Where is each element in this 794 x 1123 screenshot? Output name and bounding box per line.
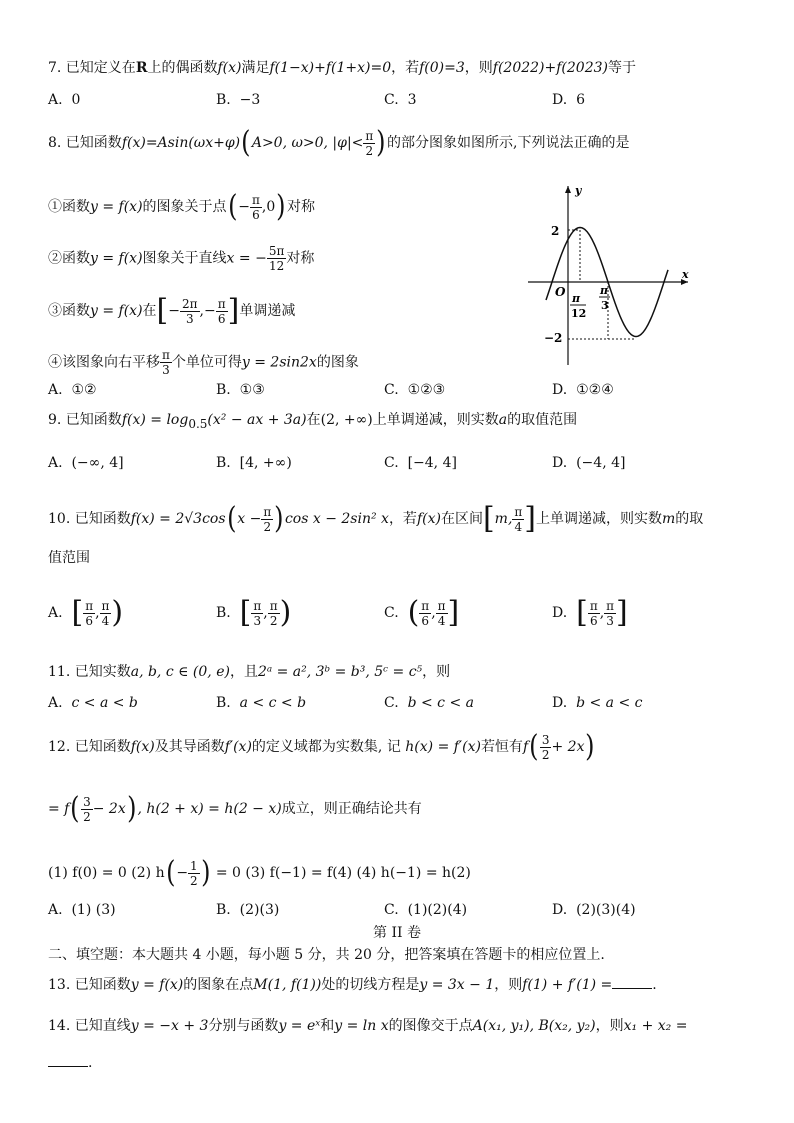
- q12-conclusions: (1) f(0) = 0 (2) h(− $\frac{1}{2}$ ) = 0 (3) f(−1) = f(4) (4) h(−1) = h(2): [48, 855, 471, 890]
- q8-statement-1: ①函数y = f(x)的图象关于点(− $\frac{\pi}{6}$ ,0)对称: [48, 189, 315, 224]
- q7-option-d[interactable]: D. 6: [552, 92, 586, 108]
- q10-option-b[interactable]: B. [ $\frac{\pi}{3}$ , $\frac{\pi}{2}$ ): [216, 595, 292, 630]
- x-tick-1-den: 12: [571, 307, 587, 320]
- q8-statement-4: ④该图象向右平移 $\frac{\pi}{3}$ 个单位可得y = 2sin2x的图象: [48, 348, 359, 377]
- q8-sine-graph: [518, 180, 698, 370]
- q10-option-d[interactable]: D. [ $\frac{\pi}{6}$ , $\frac{\pi}{3}$ ]: [552, 595, 628, 630]
- q10-option-a[interactable]: A. [ $\frac{\pi}{6}$ , $\frac{\pi}{4}$ ): [48, 595, 124, 630]
- q14-stem: 14. 已知直线y = −x + 3分别与函数y = eˣ和y = ln x的图像交于点A(x₁, y₁), B(x₂, y₂)，则x₁ + x₂ =: [48, 1018, 688, 1034]
- q8-option-b[interactable]: B. ①③: [216, 382, 265, 398]
- q10-stem: 10. 已知函数f(x) = 2√3cos(x − $\frac{\pi}{2}$ )cos x − 2sin² x，若f(x)在区间[m, $\frac{\pi}{4}$ ]上单调递减，则实数m的取: [48, 501, 704, 536]
- q12-options: [48, 902, 748, 924]
- x-tick-1-num: π: [572, 292, 581, 305]
- q14-answer-line: .: [48, 1052, 92, 1073]
- q7-options: [48, 92, 748, 114]
- q13-stem: 13. 已知函数y = f(x)的图象在点M(1, f(1))处的切线方程是y = 3x − 1，则f(1) + f′(1) = .: [48, 974, 657, 995]
- q10-option-c[interactable]: C. ( $\frac{\pi}{6}$ , $\frac{\pi}{4}$ ]: [384, 595, 460, 630]
- origin-label: O: [555, 285, 566, 299]
- q11-stem: 11. 已知实数a, b, c ∈ (0, e)，且2ᵃ = a², 3ᵇ = b³, 5ᶜ = c⁵，则: [48, 664, 451, 680]
- q11-options: [48, 695, 748, 717]
- q11-option-b[interactable]: B. a < c < b: [216, 695, 307, 711]
- q8-option-c[interactable]: C. ①②③: [384, 382, 446, 398]
- x-tick-2-num: π: [600, 284, 609, 297]
- q7-option-c[interactable]: C. 3: [384, 92, 417, 108]
- x-axis-label: x: [682, 268, 689, 281]
- q11-option-c[interactable]: C. b < c < a: [384, 695, 474, 711]
- fill-in-heading: 二、填空题：本大题共 4 小题，每小题 5 分，共 20 分，把答案填在答题卡的相应位置上.: [48, 947, 605, 963]
- q13-answer-blank[interactable]: [612, 974, 652, 989]
- q8-statement-3: ③函数y = f(x)在[− $\frac{2\pi}{3}$ ,− $\frac{\pi}{6}$ ]单调递减: [48, 293, 296, 328]
- q9-stem: 9. 已知函数$f(x) = \log_{0.5}(x^2$ − ax + 3a)在(2, +∞)上单调递减，则实数a的取值范围: [48, 412, 578, 431]
- section-title: 第 II 卷: [373, 925, 421, 941]
- q8-options: [48, 382, 748, 404]
- q14-answer-blank[interactable]: [48, 1052, 88, 1067]
- q9-option-a[interactable]: A. (−∞, 4]: [48, 455, 124, 471]
- q8-stem: 8. 已知函数f(x)=Asin(ωx+φ)(A>0, ω>0, |φ|< $\frac{\pi}{2}$ )的部分图象如图所示,下列说法正确的是: [48, 125, 630, 160]
- x-tick-2-den: 3: [601, 299, 609, 312]
- q9-option-d[interactable]: D. (−4, 4]: [552, 455, 626, 471]
- q8-statement-2: ②函数y = f(x)图象关于直线x = − $\frac{5\pi}{12}$ 对称: [48, 244, 315, 273]
- q11-option-d[interactable]: D. b < a < c: [552, 695, 643, 711]
- q9-options: [48, 455, 748, 477]
- q10-stem-line2: 值范围: [48, 550, 90, 566]
- y-max-label: 2: [551, 224, 560, 238]
- q12-option-c[interactable]: C. (1)(2)(4): [384, 902, 468, 918]
- q9-option-c[interactable]: C. [−4, 4]: [384, 455, 457, 471]
- y-axis-label: y: [575, 184, 582, 197]
- q12-stem-line2: = f( $\frac{3}{2}$ − 2x), h(2 + x) = h(2 − x)成立，则正确结论共有: [48, 791, 422, 826]
- y-axis-arrow: [565, 186, 571, 193]
- q12-option-d[interactable]: D. (2)(3)(4): [552, 902, 636, 918]
- q12-option-b[interactable]: B. (2)(3): [216, 902, 280, 918]
- q12-stem: 12. 已知函数f(x)及其导函数f′(x)的定义域都为实数集, 记 h(x) = f′(x)若恒有f( $\frac{3}{2}$ + 2x): [48, 729, 596, 764]
- q7-stem: 7. 已知定义在R上的偶函数f(x)满足f(1−x)+f(1+x)=0，若f(0)=3，则f(2022)+f(2023)等于: [48, 60, 636, 76]
- q10-options: [48, 595, 748, 642]
- q9-option-b[interactable]: B. [4, +∞): [216, 455, 292, 471]
- q11-option-a[interactable]: A. c < a < b: [48, 695, 138, 711]
- q8-option-d[interactable]: D. ①②④: [552, 382, 614, 398]
- q7-option-b[interactable]: B. −3: [216, 92, 261, 108]
- q7-option-a[interactable]: A. 0: [48, 92, 81, 108]
- q12-option-a[interactable]: A. (1) (3): [48, 902, 116, 918]
- y-min-label: −2: [544, 331, 563, 345]
- q8-option-a[interactable]: A. ①②: [48, 382, 97, 398]
